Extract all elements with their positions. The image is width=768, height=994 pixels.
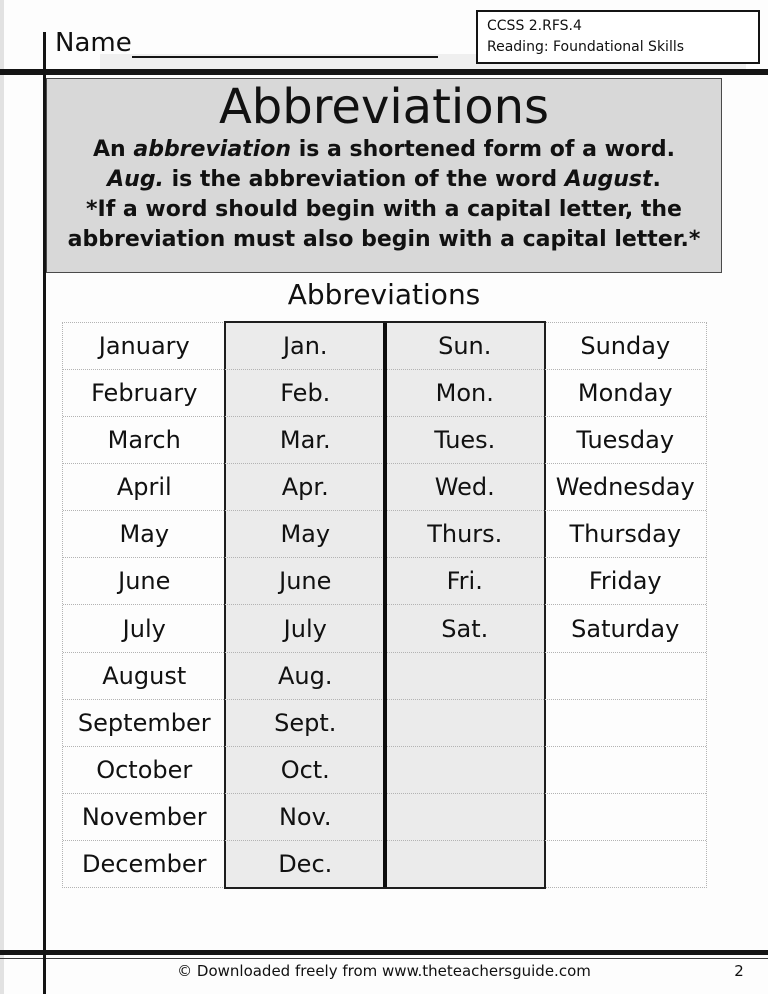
month-abbr-cell: May — [280, 520, 331, 549]
footer-rule-thin — [0, 958, 768, 959]
definition-line: An abbreviation is a shortened form of a word. — [92, 137, 675, 162]
month-cell: October — [96, 755, 193, 784]
month-cell: April — [116, 473, 172, 502]
month-cell: December — [82, 849, 207, 878]
footer-credit: © Downloaded freely from www.theteachersguide.com — [177, 962, 591, 980]
day-abbr-cell — [385, 841, 545, 887]
day-cell — [545, 794, 707, 840]
month-cell: January — [98, 332, 190, 361]
day-cell: Tuesday — [576, 426, 675, 455]
scan-edge — [0, 0, 4, 994]
month-abbr-cell: Aug. — [278, 661, 333, 690]
ccss-subject: Reading: Foundational Skills — [487, 39, 685, 55]
standards-box — [476, 10, 760, 64]
day-cell — [545, 841, 707, 887]
day-abbr-cell — [385, 653, 545, 699]
day-abbr-cell — [385, 747, 545, 793]
day-abbr-cell: Tues. — [434, 426, 496, 455]
margin-rule — [43, 32, 46, 994]
footer-rule-thick — [0, 950, 768, 955]
day-cell — [545, 653, 707, 699]
day-abbr-cell — [385, 794, 545, 840]
ccss-code: CCSS 2.RFS.4 — [487, 18, 582, 34]
month-cell: November — [81, 802, 207, 831]
table-heading: Abbreviations — [287, 278, 481, 311]
day-cell: Wednesday — [555, 473, 695, 502]
example-line: Aug. is the abbreviation of the word August. — [107, 167, 661, 192]
day-cell: Saturday — [571, 614, 680, 643]
name-input-line[interactable] — [132, 32, 438, 58]
day-cell: Thursday — [569, 520, 682, 549]
month-cell: February — [91, 379, 198, 408]
month-abbr-cell: June — [279, 567, 332, 596]
page-number: 2 — [734, 962, 744, 980]
day-abbr-cell: Sun. — [438, 332, 492, 361]
top-rule — [0, 69, 768, 75]
month-abbr-cell: Sept. — [274, 708, 337, 737]
month-abbr-cell: Nov. — [278, 802, 332, 831]
name-label: Name — [55, 28, 132, 58]
center-divider-line — [383, 323, 387, 887]
name-field-row — [55, 28, 438, 58]
month-abbr-cell: Dec. — [278, 849, 333, 878]
italic-word: August — [564, 167, 653, 192]
month-abbr-cell: Apr. — [281, 473, 329, 502]
month-abbr-cell: July — [283, 614, 327, 643]
month-abbr-cell: Oct. — [280, 755, 330, 784]
day-abbr-cell: Sat. — [441, 614, 489, 643]
month-cell: July — [122, 614, 166, 643]
month-cell: March — [107, 426, 181, 455]
month-abbr-cell: Feb. — [280, 379, 331, 408]
day-abbr-cell: Wed. — [434, 473, 495, 502]
month-cell: August — [102, 661, 187, 690]
day-cell — [545, 700, 707, 746]
italic-abbreviation: Aug. — [107, 167, 164, 192]
month-abbr-cell: Mar. — [279, 426, 331, 455]
day-abbr-cell: Mon. — [435, 379, 494, 408]
day-cell: Friday — [588, 567, 662, 596]
day-cell: Sunday — [580, 332, 671, 361]
month-cell: May — [119, 520, 170, 549]
italic-term: abbreviation — [133, 137, 292, 162]
month-abbr-cell: Jan. — [282, 332, 328, 361]
day-cell: Monday — [577, 379, 673, 408]
day-abbr-cell — [385, 700, 545, 746]
day-abbr-cell: Thurs. — [427, 520, 503, 549]
rule-note-line-1: *If a word should begin with a capital letter, the — [86, 197, 682, 222]
worksheet-title: Abbreviations — [218, 79, 550, 135]
instruction-box — [46, 78, 722, 273]
rule-note-line-2: abbreviation must also begin with a capital letter.* — [67, 227, 701, 252]
month-cell: June — [118, 567, 171, 596]
day-cell — [545, 747, 707, 793]
day-abbr-cell: Fri. — [446, 567, 483, 596]
month-cell: September — [77, 708, 211, 737]
abbreviations-table — [62, 322, 707, 888]
